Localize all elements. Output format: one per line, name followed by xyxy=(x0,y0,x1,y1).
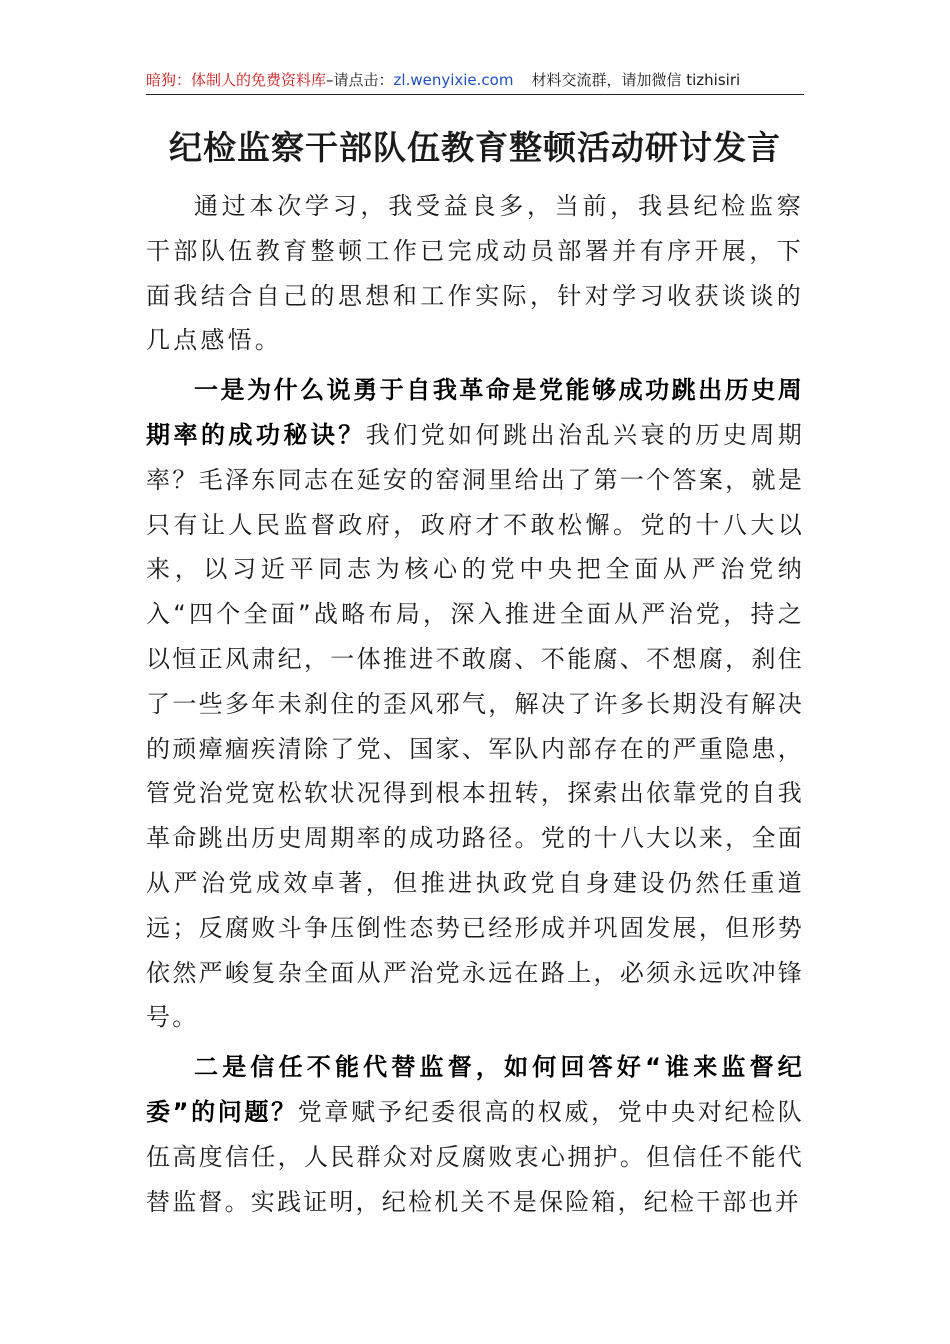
document-title: 纪检监察干部队伍教育整顿活动研讨发言 xyxy=(169,128,781,167)
section-paragraph-1 xyxy=(146,368,804,1040)
section-body-2: 党章赋予纪委很高的权威，党中央对纪检队伍高度信任，人民群众对反腐败衷心拥护。但信任不能代替监督。实践证明，纪检机关不是保险箱，纪检干部也并 xyxy=(146,1097,804,1216)
header-brand: 暗狗：体制人的免费资料库 xyxy=(146,71,327,89)
section-body-1: 我们党如何跳出治乱兴衰的历史周期率？毛泽东同志在延安的窑洞里给出了第一个答案，就是只有让人民监督政府，政府才不敢松懈。党的十八大以来，以习近平同志为核心的党中央把全面从严治党纳入“四个全面”战略布局，深入推进全面从严治党，持之以恒正风肃纪，一体推进不敢腐、不能腐、不想腐，刹住了一些多年未刹住的歪风邪气，解决了许多长期没有解决的顽瘴痼疾清除了党、国家、军队内部存在的严重隐患，管党治党宽松软状况得到根本扭转，探索出依靠党的自我革命跳出历史周期率的成功路径。党的十八大以来，全面从严治党成效卓著，但推进执政党自身建设仍然任重道远；反腐败斗争压倒性态势已经形成并巩固发展，但形势依然严峻复杂全面从严治党永远在路上，必须永远吹冲锋号。 xyxy=(146,420,804,1032)
section-heading-2: 二是信任不能代替监督，如何回答好“谁来监督纪委”的问题？ xyxy=(146,1053,804,1126)
header-link[interactable]: zl.wenyixie.com xyxy=(393,71,514,89)
document-body xyxy=(146,184,804,1229)
page-header xyxy=(146,70,804,95)
header-separator: –请点击： xyxy=(326,71,394,89)
section-paragraph-2 xyxy=(146,1045,804,1224)
intro-paragraph: 通过本次学习，我受益良多，当前，我县纪检监察干部队伍教育整顿工作已完成动员部署并有序开展，下面我结合自己的思想和工作实际，针对学习收获谈谈的几点感悟。 xyxy=(146,192,804,355)
header-wechat: 材料交流群，请加微信 tizhisiri xyxy=(531,71,741,89)
section-heading-1: 一是为什么说勇于自我革命是党能够成功跳出历史周期率的成功秘诀？ xyxy=(146,376,804,449)
